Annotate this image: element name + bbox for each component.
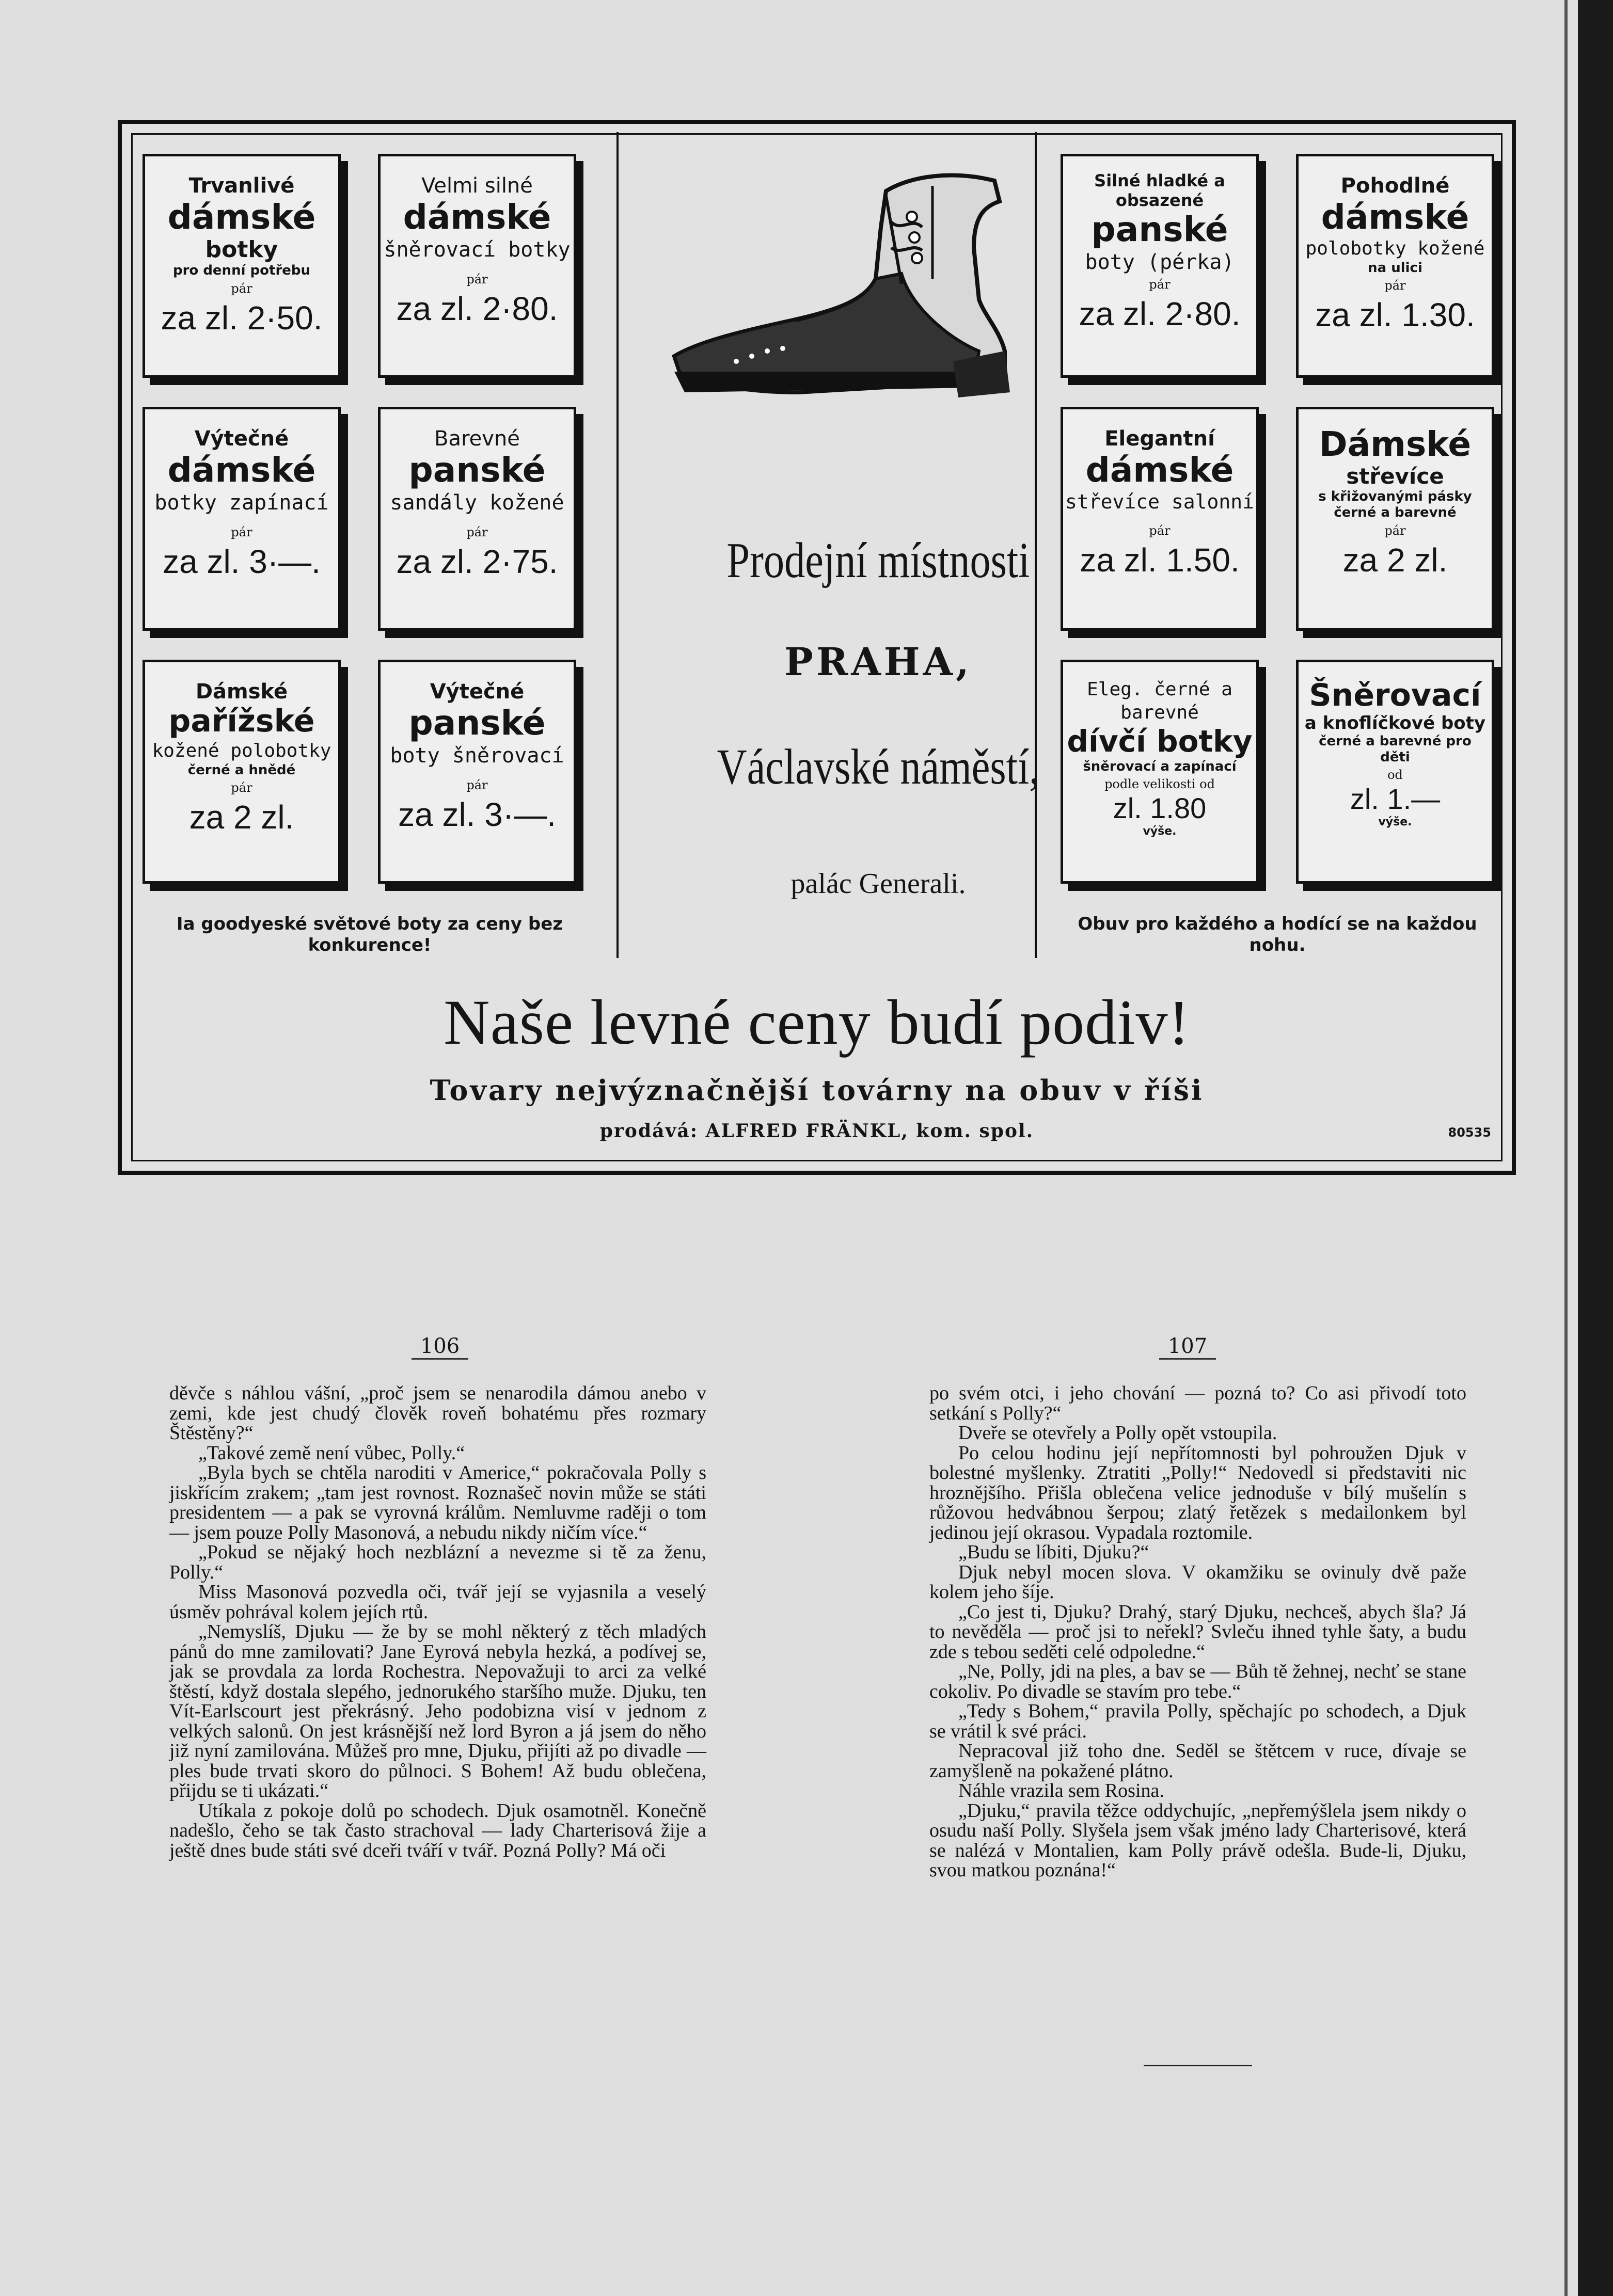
showroom-heading: Prodejní místnosti xyxy=(726,533,1030,588)
box-headword: panské xyxy=(408,450,546,490)
box-note: černé a barevné pro děti xyxy=(1319,734,1472,766)
box-headword: dámské xyxy=(167,197,316,237)
shoe-advertisement xyxy=(118,120,1516,1175)
box-note: pro denní potřebu xyxy=(172,263,311,279)
price-box xyxy=(143,154,341,378)
boot-icon xyxy=(674,176,1010,397)
paragraph: Nepracoval již toho dne. Seděl se štětcem v ruce, dívaje se zamyšleně na pokažené plátno. xyxy=(929,1740,1466,1782)
paragraph: Miss Masonová pozvedla oči, tvář její se vyjasnila a veselý úsměv pohrával kolem jejích rtů. xyxy=(169,1581,706,1623)
box-unit: pár xyxy=(231,281,252,296)
factory-line: Tovary nejvýznačnější továrny na obuv v říši xyxy=(430,1074,1204,1107)
paragraph: po svém otci, i jeho chování — pozná to? Co asi přivodí toto setkání s Polly?“ xyxy=(929,1382,1466,1424)
price-box xyxy=(1296,407,1494,631)
box-kicker: Elegantní xyxy=(1104,427,1215,451)
palace-name: palác Generali. xyxy=(790,868,966,900)
ad-code: 80535 xyxy=(1448,1125,1491,1140)
ad-divider-left xyxy=(616,132,619,958)
square-name: Václavské náměstí, xyxy=(717,739,1040,795)
box-price: za zl. 2·80. xyxy=(396,290,558,327)
box-headword: panské xyxy=(408,703,546,743)
box-headword: dívčí botky xyxy=(1067,724,1253,759)
box-kicker: Silné hladké a obsazené xyxy=(1094,171,1225,210)
box-kicker: Trvanlivé xyxy=(188,174,295,198)
paragraph: Utíkala z pokoje dolů po schodech. Djuk osamotněl. Konečně nadešlo, čeho se tak často strachoval — lady Charterisová žije a ještě dnes bude státi své dceři tváří v tvář. Pozná Polly? Má oči xyxy=(169,1799,706,1861)
box-unit: od xyxy=(1387,768,1403,783)
page-number-right: 107 xyxy=(1159,1334,1216,1360)
box-kicker: Výtečné xyxy=(430,680,525,704)
text-column-left xyxy=(169,1383,706,1860)
binding-edge xyxy=(1578,0,1613,2296)
box-price: za zl. 3·—. xyxy=(163,543,321,580)
price-box xyxy=(1296,154,1494,378)
page-number-left: 106 xyxy=(412,1334,468,1360)
box-unit: pár xyxy=(466,777,488,792)
paragraph: „Tedy s Bohem,“ pravila Polly, spěchajíc po schodech, a Djuk se vrátil k své práci. xyxy=(929,1700,1466,1742)
box-headword: dámské xyxy=(167,450,316,490)
box-price: za zl. 3·—. xyxy=(398,795,556,833)
box-item: šněrovací botky xyxy=(384,237,571,262)
price-box xyxy=(1061,154,1259,378)
box-kicker: Výtečné xyxy=(194,427,289,451)
box-unit: pár xyxy=(466,524,488,539)
box-suffix: výše. xyxy=(1143,824,1177,838)
box-unit: pár xyxy=(466,272,488,286)
price-box xyxy=(378,407,576,631)
price-box xyxy=(143,660,341,884)
text-column-right xyxy=(929,1383,1466,1880)
box-price: za zl. 2·75. xyxy=(396,543,558,580)
box-kicker: Dámské xyxy=(195,680,288,704)
binding-line xyxy=(1564,0,1568,2296)
box-note: s křižovanými pásky černé a barevné xyxy=(1318,489,1472,521)
box-item: boty šněrovací xyxy=(390,743,564,768)
city-name: PRAHA, xyxy=(784,640,972,684)
seller-line: prodává: ALFRED FRÄNKL, kom. spol. xyxy=(599,1120,1034,1142)
box-headword: pařížské xyxy=(168,703,315,739)
price-box xyxy=(1061,660,1259,884)
box-kicker: Velmi silné xyxy=(421,174,533,198)
paragraph: „Nemyslíš, Djuku — že by se mohl některý z těch mladých pánů do mne zamilovati? Jane Eyrová nebyla hezká, a podívej se, jak se provdala za lorda Rochestra. Nepovažuji to arci za velké štěstí, když dostala slepého, jednorukého staršího muže. Djuku, ten Vít-Earlscourt jest překrásný. Jeho podobizna visí v jednom z velkých salonů. On jest krásnější než lord Byron a já jsem do něho již nyní zamilována. Můžeš pro mne, Djuku, přijíti až po divadle — ples bude trvati skoro do půlnoci. S Bohem! Až budu oblečena, přijdu se ti ukázati.“ xyxy=(169,1621,706,1801)
paragraph: „Budu se líbiti, Djuku?“ xyxy=(958,1541,1149,1563)
box-price: za 2 zl. xyxy=(189,799,294,836)
paragraph: Djuk nebyl mocen slova. V okamžiku se ovinuly dvě paže kolem jeho šíje. xyxy=(929,1561,1466,1603)
box-item: botky xyxy=(205,236,278,263)
box-item: polobotky kožené xyxy=(1305,237,1485,259)
box-unit: podle velikosti od xyxy=(1104,776,1215,791)
box-headword: dámské xyxy=(1085,450,1234,490)
slogan-right: Obuv pro každého a hodící se na každou nohu. xyxy=(1078,914,1477,955)
boot-illustration xyxy=(643,145,1015,413)
box-headword: dámské xyxy=(1321,197,1469,237)
box-item: střevíce salonní xyxy=(1065,490,1255,513)
box-suffix: výše. xyxy=(1378,816,1412,829)
box-unit: pár xyxy=(1149,523,1171,538)
box-note: šněrovací a zapínací xyxy=(1083,758,1237,774)
paragraph: „Co jest ti, Djuku? Drahý, starý Djuku, nechceš, abych šla? Já to nevěděla — proč jsi to neřekl? Svleču ihned tyhle šaty, a budu zde s tebou seděti celé odpoledne.“ xyxy=(929,1601,1466,1663)
price-box xyxy=(378,154,576,378)
box-item: kožené polobotky xyxy=(152,740,331,761)
box-item: sandály kožené xyxy=(390,490,564,515)
box-price: za zl. 2·80. xyxy=(1079,295,1241,332)
box-item: střevíce xyxy=(1346,463,1444,489)
end-rule xyxy=(1144,2065,1252,2066)
box-price: zl. 1.80 xyxy=(1113,791,1207,824)
price-box xyxy=(378,660,576,884)
paragraph: „Ne, Polly, jdi na ples, a bav se — Bůh tě žehnej, nechť se stane cokoliv. Po divadle se stavím pro tebe.“ xyxy=(929,1661,1466,1702)
price-box xyxy=(143,407,341,631)
slogan-left: Ia goodyeské světové boty za ceny bez konkurence! xyxy=(176,914,563,955)
box-item: botky zapínací xyxy=(154,490,329,515)
box-unit: pár xyxy=(1149,277,1171,292)
box-headword: Dámské xyxy=(1319,424,1472,464)
paragraph: Náhle vrazila sem Rosina. xyxy=(958,1780,1164,1801)
price-box xyxy=(1296,660,1494,884)
box-price: za zl. 2·50. xyxy=(161,299,323,337)
box-item: a knoflíčkové boty xyxy=(1304,713,1486,734)
paragraph: Po celou hodinu její nepřítomnosti byl pohroužen Djuk v bolestné myšlenky. Ztratiti „Polly!“ Nedovedl si představiti nic hroznějšího. Přišla oblečena velice jednoduše v bílý mušelín s růžovou hedvábnou šerpou; zlatý řetězek s medailonkem byl jedinou její okrasou. Vypadala roztomile. xyxy=(929,1442,1466,1543)
paragraph: Dveře se otevřely a Polly opět vstoupila. xyxy=(958,1422,1277,1444)
paragraph: „Pokud se nějaký hoch nezblázní a nevezme si tě za ženu, Polly.“ xyxy=(169,1541,706,1583)
box-price: za zl. 1.50. xyxy=(1080,541,1240,579)
box-headword: panské xyxy=(1091,210,1228,249)
box-price: za 2 zl. xyxy=(1342,541,1448,579)
box-kicker: Eleg. černé a barevné xyxy=(1087,679,1232,723)
box-unit: pár xyxy=(1384,523,1406,538)
box-item: boty (pérka) xyxy=(1085,250,1235,274)
box-price: za zl. 1.30. xyxy=(1315,296,1475,334)
box-headword: Šněrovací xyxy=(1309,677,1481,713)
price-box xyxy=(1061,407,1259,631)
paragraph: „Takové země není vůbec, Polly.“ xyxy=(198,1442,465,1464)
box-kicker: Barevné xyxy=(434,427,520,451)
paragraph: děvče s náhlou vášní, „proč jsem se nenarodila dámou anebo v zemi, kde jest chudý člověk roveň bohatému přes rozmary Štěstěny?“ xyxy=(169,1382,706,1444)
ad-headline: Naše levné ceny budí podiv! xyxy=(444,987,1190,1058)
box-note: černé a hnědé xyxy=(187,762,296,778)
box-unit: pár xyxy=(231,524,252,539)
paragraph: „Djuku,“ pravila těžce oddychujíc, „nepřemýšlela jsem nikdy o osudu naší Polly. Slyšela jsem však jméno lady Charterisové, která se nalézá v Montalien, kam Polly právě odešla. Bude-li, Djuku, svou matkou poznána!“ xyxy=(929,1799,1466,1881)
box-price: zl. 1.— xyxy=(1350,783,1441,816)
box-unit: pár xyxy=(1384,278,1406,293)
box-unit: pár xyxy=(231,780,252,795)
box-kicker: Pohodlné xyxy=(1340,174,1450,198)
paragraph: „Byla bych se chtěla naroditi v Americe,“ pokračovala Polly s jiskřícím zrakem; „tam jest rovnost. Roznašeč novin může se státi presidentem — a pak se vyrovná králům. Nemluvme raději o tom — jsem pouze Polly Masonová, a nebudu nikdy ničím více.“ xyxy=(169,1462,706,1543)
box-note: na ulici xyxy=(1368,260,1422,276)
box-headword: dámské xyxy=(403,197,551,237)
